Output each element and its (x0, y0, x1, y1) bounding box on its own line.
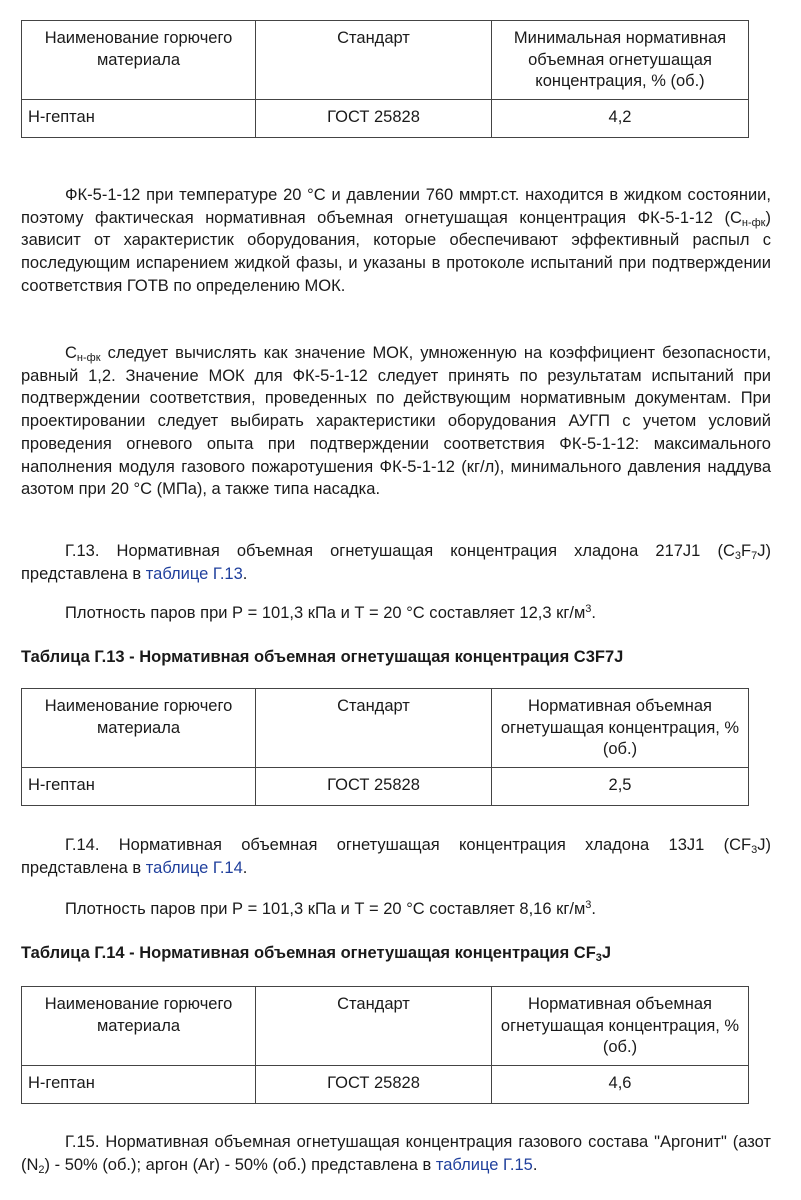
cell-standard: ГОСТ 25828 (256, 1065, 492, 1103)
header-material: Наименование горючего материала (22, 689, 256, 768)
header-standard: Стандарт (256, 689, 492, 768)
header-concentration: Нормативная объемная огнетушащая концентрация, % (об.) (492, 689, 749, 768)
link-table-g15[interactable]: таблице Г.15 (435, 1155, 533, 1174)
paragraph-fk-liquid-state: ФК-5-1-12 при температуре 20 °С и давлении 760 ммрт.ст. находится в жидком состоянии, поэтому фактическая нормативная объемная огнетушащая концентрация ФК-5-1-12 $(С_{н-фк})$ зависит от характеристик оборудования, которые обеспечивают эффективный распыл с последующим испарением жидкой фазы, и указаны в протоколе испытаний при подтверждении соответствия ГОТВ по определению МОК. (21, 186, 771, 295)
header-standard: Стандарт (256, 987, 492, 1066)
paragraph-fk-calculation: $С_{н-фк}$ следует вычислять как значение МОК, умноженную на коэффициент безопасности, равный 1,2. Значение МОК для ФК-5-1-12 следует принять по результатам испытаний при подтверждении соответствия, проведенных по действующим нормативным документам. При проектировании следует выбирать характеристики оборудования АУГП с учетом условий проведения огневого опыта при подтверждении соответствия ФК-5-1-12: максимального наполнения модуля газового пожаротушения ФК-5-1-12 (кг/л), минимального давления наддува азотом при 20 °С (МПа), а также типа насадка. (21, 344, 771, 499)
table-row (22, 1065, 749, 1103)
header-concentration: Минимальная нормативная объемная огнетушащая концентрация, % (об.) (492, 21, 749, 100)
header-material: Наименование горючего материала (22, 21, 256, 100)
table-g13 (21, 688, 749, 806)
table-header-row (22, 689, 749, 768)
density-g14: Плотность паров при Р = 101,3 кПа и Т = 20 °С составляет 8,16 $кг/м^3$. (65, 899, 597, 918)
cell-standard: ГОСТ 25828 (256, 767, 492, 805)
link-table-g13[interactable]: таблице Г.13 (145, 564, 243, 583)
caption-table-g14: Таблица Г.14 - Нормативная объемная огнетушащая концентрация $CF_3J$ (21, 944, 612, 964)
caption-table-g13: Таблица Г.13 - Нормативная объемная огнетушащая концентрация C3F7J (21, 648, 624, 666)
table-row (22, 99, 749, 137)
table-g14 (21, 986, 749, 1104)
paragraph-g13: Г.13. Нормативная объемная огнетушащая концентрация хладона 217J1 $(C_3F_7J)$ представлена в таблице Г.13. (21, 542, 771, 583)
paragraph-g15: Г.15. Нормативная объемная огнетушащая концентрация газового состава "Аргонит" (азот $(N_2) - 50\%$ (об.); аргон (Ar) - 50% (об.) представлена в таблице Г.15. (21, 1133, 771, 1176)
cell-concentration: 4,6 (492, 1065, 749, 1103)
header-concentration: Нормативная объемная огнетушащая концентрация, % (об.) (492, 987, 749, 1066)
cell-concentration: 2,5 (492, 767, 749, 805)
link-table-g14[interactable]: таблице Г.14 (145, 858, 243, 877)
table-row (22, 767, 749, 805)
density-g13: Плотность паров при Р = 101,3 кПа и Т = 20 °С составляет 12,3 $кг/м^3$. (65, 603, 597, 622)
table-header-row (22, 21, 749, 100)
cell-concentration: 4,2 (492, 99, 749, 137)
table-top (21, 20, 749, 138)
cell-material: Н-гептан (22, 99, 256, 137)
table-header-row (22, 987, 749, 1066)
cell-standard: ГОСТ 25828 (256, 99, 492, 137)
paragraph-g14: Г.14. Нормативная объемная огнетушащая концентрация хладона 13J1 $(CF_3J)$ представлена в таблице Г.14. (21, 836, 771, 877)
header-material: Наименование горючего материала (22, 987, 256, 1066)
header-standard: Стандарт (256, 21, 492, 100)
cell-material: Н-гептан (22, 1065, 256, 1103)
cell-material: Н-гептан (22, 767, 256, 805)
